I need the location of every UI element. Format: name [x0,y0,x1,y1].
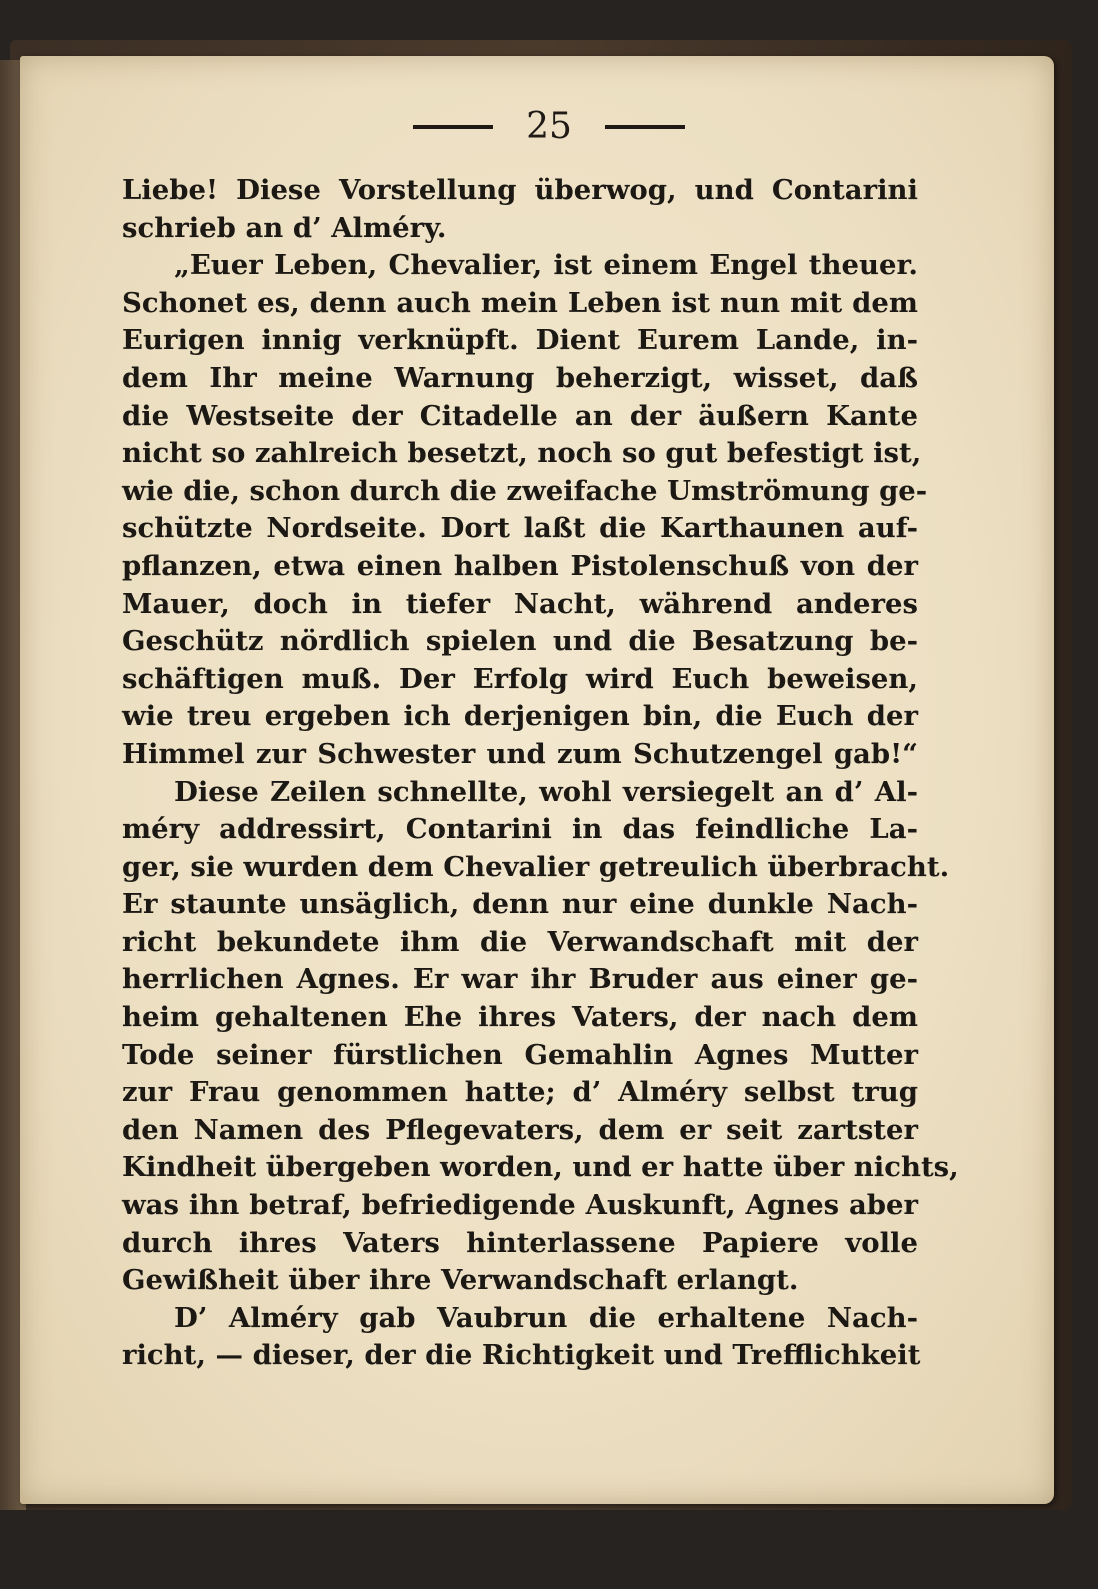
text-line: wie treu ergeben ich derjenigen bin, die Euch der [122,700,918,733]
text-line: D’ Alméry gab Vaubrun die erhaltene Nach- [174,1301,918,1334]
body-text [122,172,959,1375]
text-line: durch ihres Vaters hinterlassene Papiere volle [122,1226,918,1259]
text-line: Mauer, doch in tiefer Nacht, während anderes [122,587,918,620]
text-line: Kindheit übergeben worden, und er hatte über nichts, [122,1151,959,1184]
text-line: ger, sie wurden dem Chevalier getreulich überbracht. [122,850,950,883]
text-line: pflanzen, etwa einen halben Pistolenschuß von der [122,549,918,582]
text-line: heim gehaltenen Ehe ihres Vaters, der nach dem [122,1001,918,1034]
text-line: herrlichen Agnes. Er war ihr Bruder aus einer ge- [122,963,918,996]
text-line: schäftigen muß. Der Erfolg wird Euch beweisen, [122,662,918,695]
header-rule-right [605,125,685,129]
text-line: Diese Zeilen schnellte, wohl versiegelt an d’ Al- [174,775,918,808]
text-line: schrieb an d’ Alméry. [122,211,447,244]
text-line: schützte Nordseite. Dort laßt die Karthaunen auf- [122,512,918,545]
text-line: richt bekundete ihm die Verwandschaft mit der [122,925,918,958]
page-number: 25 [526,106,572,147]
text-line: Liebe! Diese Vorstellung überwog, und Contarini [122,174,918,206]
text-line: zur Frau genommen hatte; d’ Alméry selbst trug [122,1076,918,1109]
text-line: Schonet es, denn auch mein Leben ist nun mit dem [122,286,918,319]
text-line: Gewißheit über ihre Verwandschaft erlangt. [122,1264,799,1297]
text-line: Geschütz nördlich spielen und die Besatzung be- [122,625,918,658]
text-line: wie die, schon durch die zweifache Umströmung ge- [122,474,928,507]
text-line: was ihn betraf, befriedigende Auskunft, Agnes aber [122,1189,918,1222]
text-line: Er staunte unsäglich, denn nur eine dunkle Nach- [122,888,918,921]
text-line: „Euer Leben, Chevalier, ist einem Engel theuer. [174,249,918,282]
text-line: méry addressirt, Contarini in das feindliche La- [122,813,918,846]
page-header [0,106,1098,147]
header-rule-left [413,125,493,129]
text-line: richt, — dieser, der die Richtigkeit und Trefflichkeit [122,1339,921,1372]
text-line: nicht so zahlreich besetzt, noch so gut befestigt ist, [122,437,922,470]
text-line: die Westseite der Citadelle an der äußern Kante [122,399,918,432]
text-line: dem Ihr meine Warnung beherzigt, wisset, daß [122,361,918,394]
text-line: Himmel zur Schwester und zum Schutzengel gab!“ [122,737,918,770]
text-line: Eurigen innig verknüpft. Dient Eurem Lande, in- [122,324,918,357]
text-line: Tode seiner fürstlichen Gemahlin Agnes Mutter [122,1038,918,1071]
text-line: den Namen des Pflegevaters, dem er seit zartster [122,1113,918,1146]
